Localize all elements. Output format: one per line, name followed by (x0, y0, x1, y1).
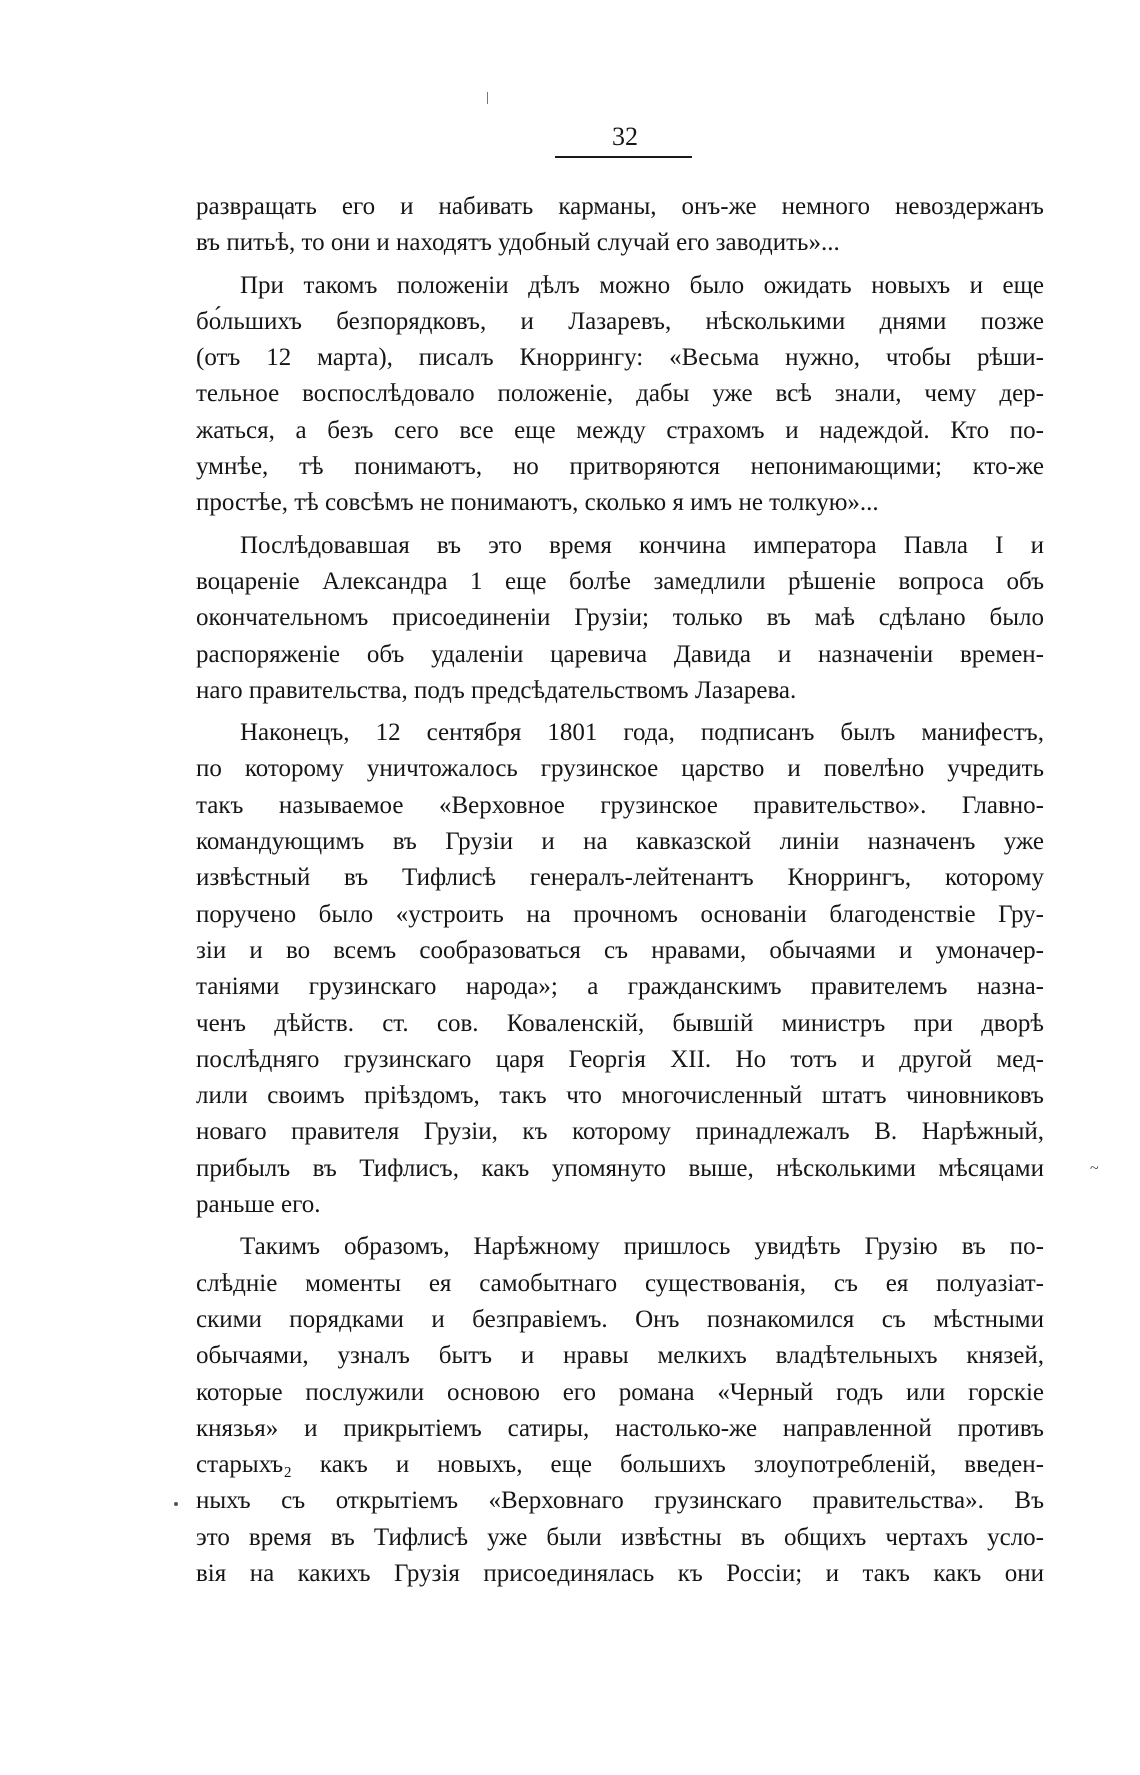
text-line: новаго правителя Грузіи, къ которому принадлежалъ В. Нарѣжный, (196, 1118, 1044, 1146)
text-line: развращать его и набивать карманы, онъ-же немного невоздержанъ (196, 193, 1044, 220)
text-line: наго правительства, подъ предсѣдательствомъ Лазарева. (196, 676, 797, 704)
text-line: извѣстный въ Тифлисѣ генералъ-лейтенантъ Кноррингъ, которому (196, 864, 1044, 892)
text-line: зіи и во всемъ сообразоваться съ нравами, обычаями и умоначер- (196, 936, 1044, 964)
text-line: которые послужили основою его романа «Черный годъ или горскіе (196, 1378, 1044, 1406)
text-line: вія на какихъ Грузія присоединялась къ Россіи; и такъ какъ они (196, 1559, 1044, 1587)
text-line: скими порядками и безправіемъ. Онъ познакомился съ мѣстными (196, 1305, 1044, 1333)
text-line: жаться, а безъ сего все еще между страхомъ и надеждой. Кто по- (196, 416, 1044, 444)
page-number-rule (555, 156, 692, 158)
text-line: Наконецъ, 12 сентября 1801 года, подписанъ былъ манифестъ, (240, 719, 1044, 747)
text-line: бо́льшихъ безпорядковъ, и Лазаревъ, нѣсколькими днями позже (196, 307, 1044, 335)
text-line: ченъ дѣйств. ст. сов. Коваленскій, бывшій министръ при дворѣ (196, 1009, 1044, 1037)
text-line: въ питьѣ, то они и находятъ удобный случай его заводить»... (196, 229, 840, 257)
text-line: князья» и прикрытіемъ сатиры, настолько-же направленной противъ (196, 1414, 1044, 1442)
paragraph (196, 528, 1044, 709)
text-line: прибылъ въ Тифлисъ, какъ упомянуто выше, нѣсколькими мѣсяцами (196, 1154, 1044, 1182)
text-line: При такомъ положеніи дѣлъ можно было ожидать новыхъ и еще (240, 271, 1044, 299)
text-line: таніями грузинскаго народа»; а гражданскимъ правителемъ назна- (196, 973, 1044, 1001)
text-line: простѣе, тѣ совсѣмъ не понимаютъ, сколько я имъ не толкую»... (196, 489, 879, 517)
text-line: лили своимъ пріѣздомъ, такъ что многочисленный штатъ чиновниковъ (196, 1082, 1044, 1110)
text-line: Такимъ образомъ, Нарѣжному пришлось увидѣть Грузію въ по- (240, 1233, 1044, 1261)
text-line: командующимъ въ Грузіи и на кавказской линіи назначенъ уже (196, 828, 1044, 856)
body-text (196, 189, 1044, 1598)
text-line: ныхъ съ открытіемъ «Верховнаго грузинскаго правительства». Въ (196, 1487, 1044, 1515)
text-line: поручено было «устроить на прочномъ основаніи благоденствіе Гру- (196, 900, 1044, 928)
text-line: распоряженіе объ удаленіи царевича Давида и назначеніи времен- (196, 640, 1044, 668)
text-line: по которому уничтожалось грузинское царство и повелѣно учредить (196, 755, 1044, 783)
page-number: 32 (612, 122, 638, 151)
paragraph (196, 1229, 1044, 1592)
text-line: Послѣдовавшая въ это время кончина императора Павла I и (240, 531, 1044, 559)
paragraph (196, 268, 1044, 522)
scan-mark-top (487, 92, 488, 104)
text-line: слѣдніе моменты ея самобытнаго существованія, съ ея полуазіат- (196, 1269, 1044, 1297)
paragraph (196, 189, 1044, 262)
text-line: такъ называемое «Верховное грузинское правительство». Главно- (196, 791, 1044, 819)
text-line: (отъ 12 марта), писалъ Кноррингу: «Весьма нужно, чтобы рѣши- (196, 344, 1044, 372)
text-line: раньше его. (196, 1191, 321, 1219)
text-line: окончательномъ присоединеніи Грузіи; только въ маѣ сдѣлано было (196, 604, 1044, 632)
text-line: тельное воспослѣдовало положеніе, дабы уже всѣ знали, чему дер- (196, 380, 1044, 408)
text-line: воцареніе Александра 1 еще болѣе замедлили рѣшеніе вопроса объ (196, 567, 1044, 595)
text-line: это время въ Тифлисѣ уже были извѣстны въ общихъ чертахъ усло- (196, 1523, 1044, 1551)
paragraph (196, 715, 1044, 1223)
text-line: старыхъ₂ какъ и новыхъ, еще большихъ злоупотребленій, введен- (196, 1451, 1044, 1479)
scan-dot-mark (174, 1502, 178, 1506)
text-line: обычаями, узналъ бытъ и нравы мелкихъ владѣтельныхъ князей, (196, 1342, 1044, 1370)
text-line: умнѣе, тѣ понимаютъ, но притворяются непонимающими; кто-же (196, 453, 1044, 481)
margin-mark: ~ (1090, 1160, 1099, 1177)
text-line: послѣдняго грузинскаго царя Георгія XII. Но тотъ и другой мед- (196, 1045, 1044, 1073)
